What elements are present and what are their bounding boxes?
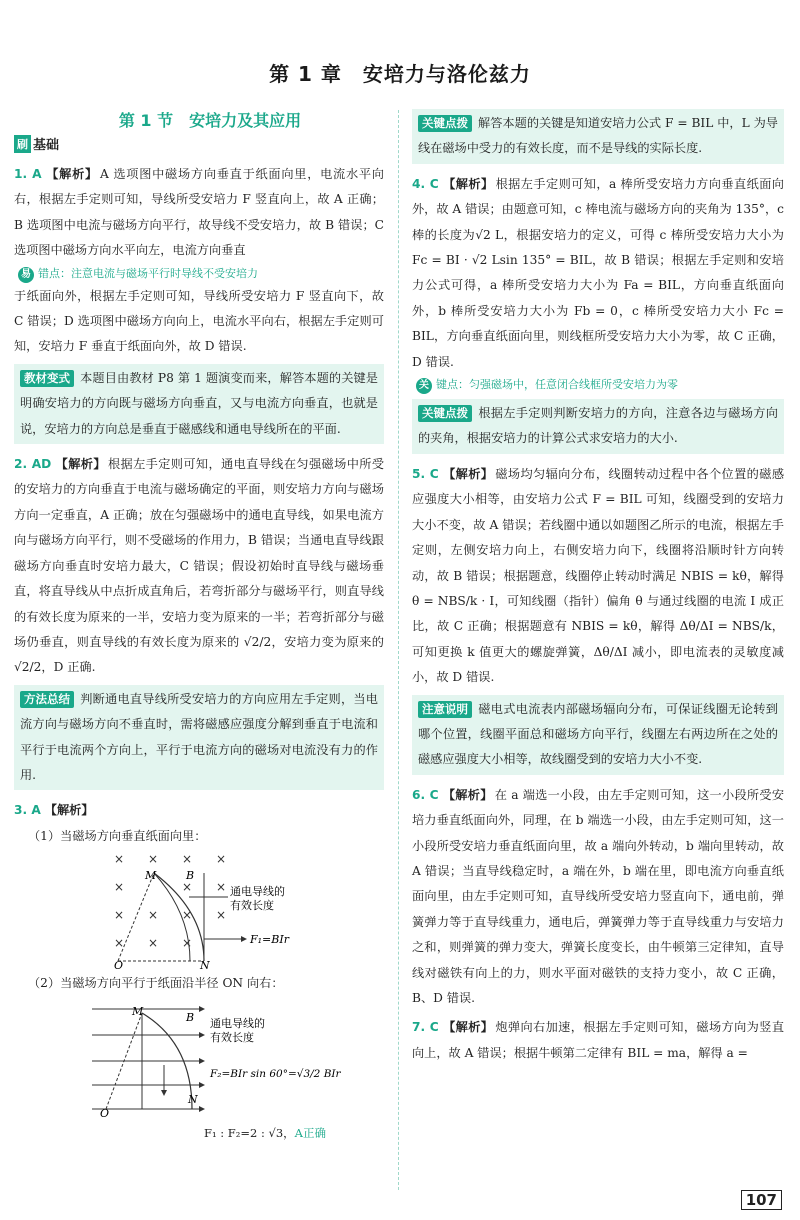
- q6-number: 6. C: [412, 787, 439, 802]
- jichu-label: 基础: [33, 138, 60, 153]
- q3-ratio-answer: A正确: [294, 1125, 326, 1140]
- q3-tag: 【解析】: [44, 803, 94, 818]
- q6-text: 在 a 端选一小段，由左手定则可知，这一小段所受安培力垂直纸面向外，同理，在 b 端选一小段，由左手定则可知，这一小段所受安培力垂直纸面向里，故 a 端向外转动，b 端向里转动，故 A 错误；当直导线稳定时，a 端在外，b 端在里，即电流方向垂直纸面向里，由左手定则可知，直导线所受安培力竖直向下，通电前，弹簧弹力等于直导线重力，通电后，弹簧弹力等于直导线重力与安培力之和，则弹簧的弹力变大，弹簧长度变长，由牛顿第三定律知，直导线对磁铁有向上的力，则水平面对磁铁的支持力变小，故 C 正确，B、D 错误.: [412, 787, 785, 1005]
- question-4: [412, 172, 784, 454]
- q3-ratio-text: F₁ : F₂=2 : √3，: [204, 1125, 295, 1140]
- q4-note-tag: 关键点拨: [418, 405, 472, 422]
- q2-note: [14, 685, 384, 791]
- q2-note-text: 判断通电直导线所受安培力的方向应用左手定则，当电流方向与磁场方向不垂直时，需将磁感应强度分解到垂直于电流和平行于电流两个方向上，平行于电流方向的磁场对电流没有力的作用.: [20, 691, 378, 782]
- left-column: [14, 162, 384, 1147]
- q4-guanjian-text: 键点：匀强磁场中，任意闭合线框所受安培力为零: [436, 378, 678, 392]
- q5-note-text: 磁电式电流表内部磁场辐向分布，可保证线圈无论转到哪个位置，线圈平面总和磁场方向平行，线圈左右两边所在之处的磁感应强度大小相等，故线圈受到的安培力大小不变.: [418, 701, 778, 767]
- right-column: [412, 105, 784, 1070]
- fig2-b: B: [186, 1010, 195, 1024]
- svg-text:×: ×: [114, 880, 125, 895]
- q3-case2: （2）当磁场方向平行于纸面沿半径 ON 向右：: [28, 976, 284, 991]
- q5-note: [412, 695, 784, 775]
- fig2-label-1: 通电导线的: [210, 1016, 265, 1030]
- q6-tag: 【解析】: [442, 787, 493, 802]
- q4-tag: 【解析】: [442, 176, 494, 191]
- question-2: [14, 452, 384, 790]
- q4-number: 4. C: [412, 176, 439, 191]
- question-3: [14, 798, 384, 1142]
- guanjian-icon: 关: [416, 378, 432, 394]
- q2-number: 2. AD: [14, 457, 52, 472]
- q7-text: 炮弹向右加速，根据左手定则可知，磁场方向为竖直向上，故 A 错误；根据牛顿第二定律有 BIL = ma，解得 a =: [412, 1020, 785, 1060]
- q1-number: 1. A: [14, 167, 42, 181]
- q2-text-2: √2/2，D 正确.: [14, 660, 96, 675]
- q5-number: 5. C: [412, 466, 439, 481]
- q3-ratio: [14, 1123, 384, 1143]
- q4-text: 根据左手定则可知，a 棒所受安培力方向垂直纸面向外，故 A 错误；由题意可知，c 棒电流与磁场方向的夹角为 135°，c 棒的长度为√2 L，根据安培力的定义，可得 c 棒所受安培力大小为 Fc = BI · √2 Lsin 135° = BIL，故 B 错误；根据左手定则和安培力公式可得，a 棒所受安培力大小为 Fa = BIL，方向垂直纸面向外，b 棒所受安培力大小为 Fb = 0，c 棒所受安培力大小 Fc = BIL，方向垂直纸面向里，则线框所受安培力大小为零，故 C 正确，D 错误.: [412, 176, 784, 369]
- q1-yicuo-text: 错点：注意电流与磁场平行时导线不受安培力: [38, 266, 258, 280]
- fig1-label-2: 有效长度: [230, 899, 274, 913]
- q5-tag: 【解析】: [442, 466, 494, 481]
- svg-text:×: ×: [216, 908, 227, 923]
- q2-tag: 【解析】: [55, 457, 106, 472]
- fig1-force: F₁=BIr: [250, 933, 289, 947]
- fig2-n: N: [188, 1092, 198, 1106]
- q3-key-note-text: 解答本题的关键是知道安培力公式 F = BIL 中，L 为导线在磁场中受力的有效长度，而不是导线的实际长度.: [418, 116, 778, 156]
- fig2-o: O: [100, 1106, 110, 1120]
- q1-note-tag: 教材变式: [20, 370, 74, 387]
- q1-text-2: 于纸面向外，根据左手定则可知，导线所受安培力 F 竖直向下，故 C 错误；D 选项图中磁场方向向上，电流水平向右，根据左手定则可知，安培力 F 垂直于纸面向外，故 D 错误.: [14, 288, 384, 354]
- chapter-title: 第 1 章 安培力与洛伦兹力: [269, 62, 531, 86]
- q3-key-note-tag: 关键点拨: [418, 115, 472, 132]
- jichu-heading: [14, 134, 59, 153]
- fig1-o: O: [114, 959, 124, 970]
- q3-number: 3. A: [14, 803, 41, 818]
- q1-yicuo: [14, 264, 384, 284]
- q4-note-text: 根据左手定则判断安培力的方向，注意各边与磁场方向的夹角，根据安培力的计算公式求安培力的大小.: [418, 406, 778, 446]
- svg-text:×: ×: [182, 908, 193, 923]
- question-1: [14, 162, 384, 444]
- svg-text:×: ×: [114, 852, 125, 867]
- svg-text:×: ×: [216, 852, 227, 867]
- shua-badge: 刷: [14, 135, 31, 153]
- section-title: 第 1 节 安培力及其应用: [118, 111, 302, 130]
- figure-1: [14, 851, 384, 969]
- q2-text-1: 根据左手定则可知，通电直导线在匀强磁场中所受的安培力的方向垂直于电流与磁场确定的平面，则安培力方向与磁场方向一定垂直，A 正确；放在匀强磁场中的通电直导线，如果电流方向与磁场方向平行，则不受磁场的作用力，B 错误；当通电直导线跟磁场方向垂直时安培力最大，C 错误；假设初始时直导线与磁场垂直，将直导线从中点折成直角后，若弯折部分与磁场平行，则直导线的有效长度为原来的一半，安培力变为原来的一半；若弯折部分与磁场仍垂直，则直导线的有效长度为原来的 √2/2，安培力变为原来的: [14, 457, 385, 649]
- page-number: 107: [741, 1190, 782, 1210]
- svg-text:×: ×: [182, 852, 193, 867]
- fig2-force: F₂=BIr sin 60°=√3/2 BIr: [210, 1067, 341, 1080]
- q4-note: [412, 399, 784, 454]
- column-divider: [398, 110, 399, 1190]
- svg-text:×: ×: [148, 852, 159, 867]
- figure-2: [14, 999, 384, 1121]
- q1-note-text: 本题目由教材 P8 第 1 题演变而来，解答本题的关键是明确安培力的方向既与磁场方向垂直，又与电流方向垂直，也就是说，安培力的方向总是垂直于磁感线和通电导线所在的平面.: [20, 370, 378, 436]
- svg-text:×: ×: [182, 936, 193, 951]
- fig1-b: B: [186, 869, 195, 883]
- q1-tag: 【解析】: [45, 167, 98, 181]
- q2-note-tag: 方法总结: [20, 691, 74, 708]
- q1-text-1: A 选项图中磁场方向垂直于纸面向里，电流水平向右，根据左手定则可知，导线所受安培力 F 竖直向上，故 A 正确；B 选项图中电流与磁场方向平行，故导线不受安培力，故 B 错误；C 选项图中磁场方向水平向左，电流方向垂直: [14, 167, 384, 258]
- svg-text:×: ×: [114, 936, 125, 951]
- svg-text:×: ×: [148, 908, 159, 923]
- fig2-m: M: [132, 1004, 144, 1018]
- fig1-m: M: [145, 869, 157, 883]
- fig1-n: N: [200, 959, 210, 970]
- svg-text:×: ×: [182, 880, 193, 895]
- q1-note: [14, 364, 384, 444]
- fig2-label-2: 有效长度: [210, 1030, 254, 1044]
- q3-key-note: [412, 109, 784, 164]
- question-7: [412, 1015, 784, 1066]
- q5-text: 磁场均匀辐向分布，线圈转动过程中各个位置的磁感应强度大小相等，由安培力公式 F = BIL 可知，线圈受到的安培力大小不变，故 A 错误；若线圈中通以如题图乙所示的电流，根据左手定则，左侧安培力向上，右侧安培力向下，线圈将沿顺时针方向转动，故 B 错误；根据题意，线圈停止转动时满足 NBIS = kθ，解得 θ = NBS/k · I，可知线圈（指针）偏角 θ 与通过线圈的电流 I 成正比，故 C 正确；根据题意有 NBIS = kθ，解得 Δθ/ΔI = NBS/k，可知更换 k 值更大的螺旋弹簧，Δθ/ΔI 减小，即电流表的灵敏度减小，故 D 错误.: [412, 466, 785, 685]
- fig1-label-1: 通电导线的: [230, 885, 285, 899]
- q3-case1: （1）当磁场方向垂直纸面向里：: [28, 828, 207, 843]
- svg-text:×: ×: [216, 880, 227, 895]
- svg-text:×: ×: [148, 936, 159, 951]
- svg-text:×: ×: [114, 908, 125, 923]
- q7-number: 7. C: [412, 1020, 439, 1035]
- q4-guanjian: [412, 375, 784, 395]
- question-5: [412, 462, 784, 775]
- q5-note-tag: 注意说明: [418, 701, 472, 718]
- question-6: [412, 783, 784, 1012]
- yicuo-icon: 易: [18, 267, 34, 283]
- q7-tag: 【解析】: [442, 1020, 494, 1035]
